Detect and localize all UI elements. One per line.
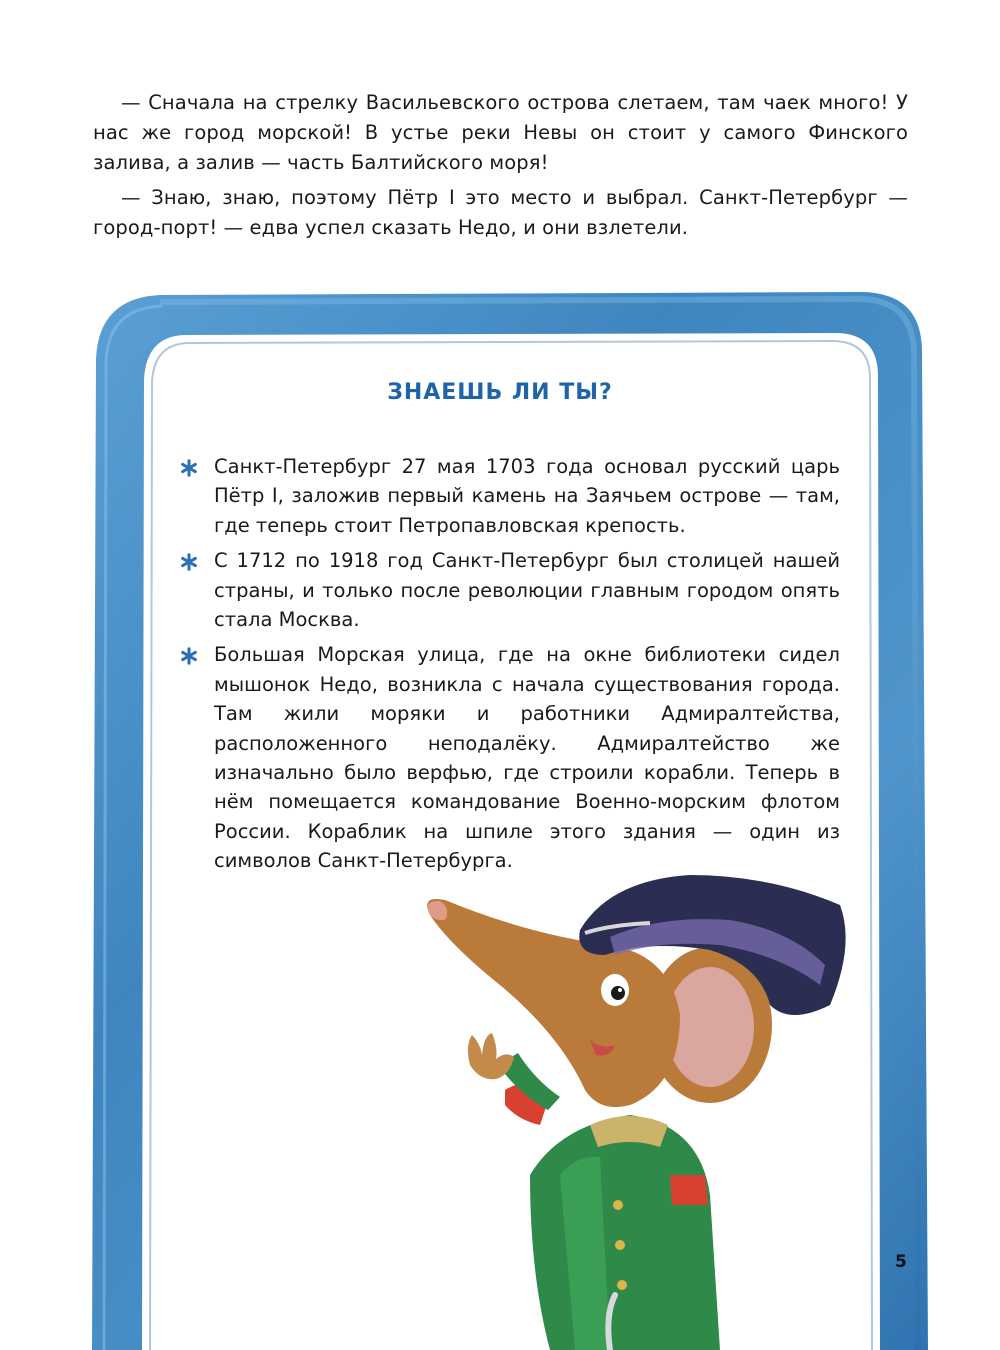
fact-item [180,546,840,634]
fact-text-capital: С 1712 по 1918 год Санкт-Петербург был столицей нашей страны, и только после революции главным городом опять стала Москва. [214,549,840,632]
page-number: 5 [895,1252,907,1272]
facts-list [180,452,840,882]
intro-paragraph-2: — Знаю, знаю, поэтому Пётр I это место и выбрал. Санкт-Петербург — город-порт! — едва успел сказать Недо, и они взлетели. [93,186,908,239]
intro-paragraph-1: — Сначала на стрелку Васильевского острова слетаем, там чаек много! У нас же город морской! В устье реки Невы он стоит у самого Финского залива, а залив — часть Балтийского моря! [93,91,908,174]
fact-text-morskaya: Большая Морская улица, где на окне библиотеки сидел мышонок Недо, возникла с начала существования города. Там жили моряки и работники Адмиралтейства, расположенного неподалёку. Адмиралтейство же изначально было верфью, где строили корабли. Теперь в нём помещается командование Военно-морским флотом России. Кораблик на шпиле этого здания — один из символов Санкт-Петербурга. [214,643,840,873]
mouse-nedo-illustration [410,875,870,1350]
asterisk-icon [180,553,198,571]
asterisk-icon [180,647,198,665]
asterisk-icon [180,459,198,477]
fact-item [180,640,840,875]
fact-text-founding: Санкт-Петербург 27 мая 1703 года основал русский царь Пётр I, заложив первый камень на Заячьем острове — там, где теперь стоит Петропавловская крепость. [214,455,840,537]
panel-title: ЗНАЕШЬ ЛИ ТЫ? [387,380,613,405]
fact-item [180,452,840,540]
